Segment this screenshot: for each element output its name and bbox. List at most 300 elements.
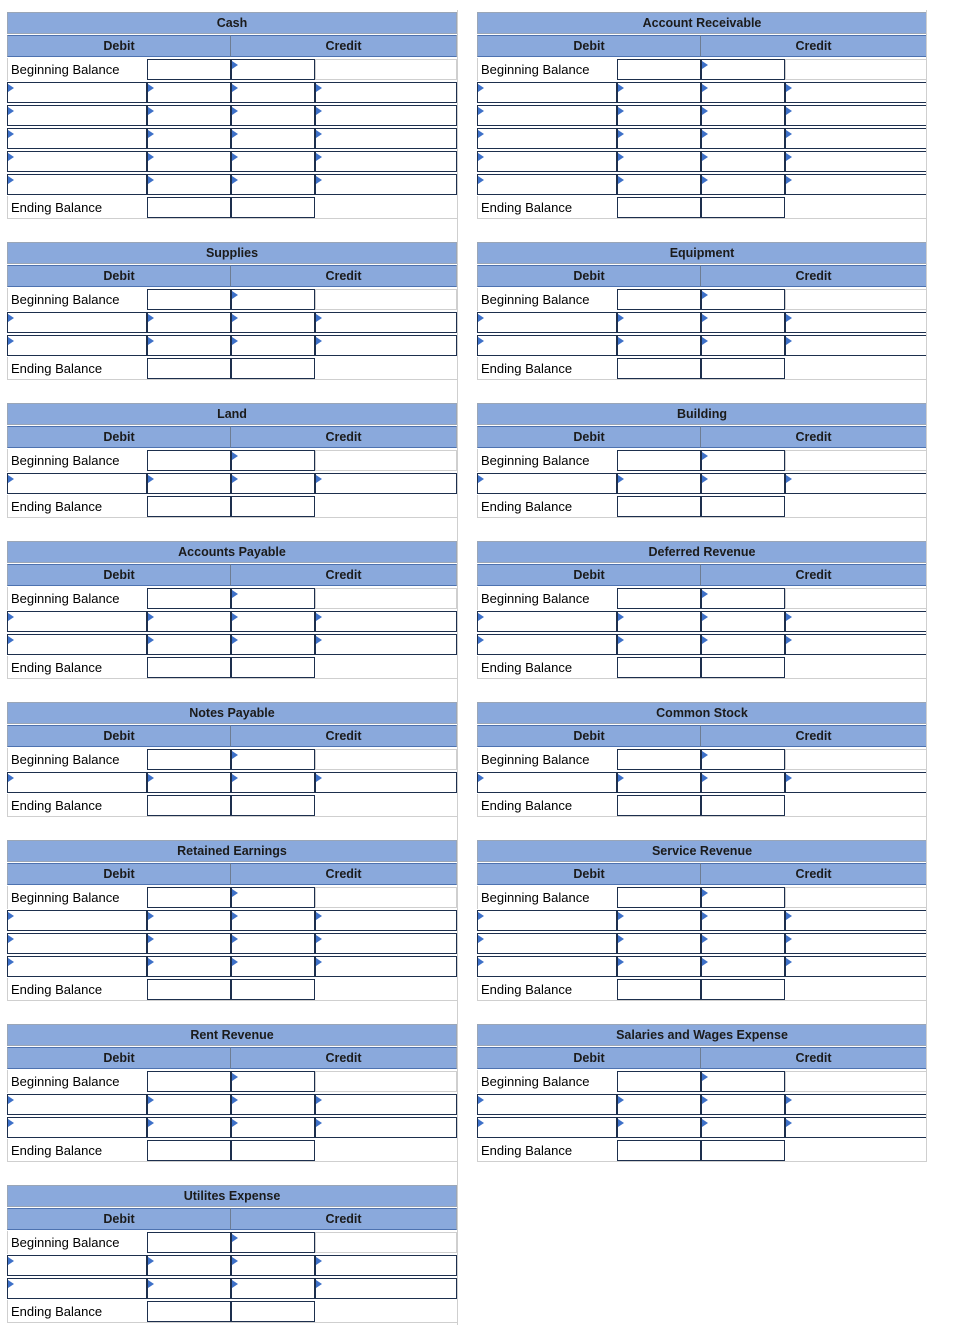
beginning-debit-input[interactable] (147, 289, 231, 310)
beginning-credit-input[interactable] (231, 887, 315, 908)
ending-balance-label: Ending Balance (7, 196, 147, 219)
entry-credit-input[interactable] (315, 1278, 457, 1299)
ending-credit-input[interactable] (701, 979, 785, 1000)
ending-balance-label: Ending Balance (477, 656, 617, 679)
row-marker-icon (702, 613, 708, 621)
entry-credit-input[interactable] (785, 151, 927, 172)
entry-credit-select[interactable] (231, 772, 315, 793)
row-marker-icon (232, 130, 238, 138)
entry-credit-input[interactable] (785, 611, 927, 632)
entry-debit-input[interactable] (617, 151, 701, 172)
row-marker-icon (232, 452, 238, 460)
entry-account-select[interactable] (7, 910, 147, 931)
entry-account-select[interactable] (477, 634, 617, 655)
beginning-balance-row (477, 1070, 927, 1093)
entry-credit-input[interactable] (315, 910, 457, 931)
entry-debit-input[interactable] (617, 335, 701, 356)
entry-debit-input[interactable] (147, 105, 231, 126)
entry-credit-select[interactable] (231, 933, 315, 954)
entry-account-select[interactable] (7, 772, 147, 793)
credit-header: Credit (701, 1047, 927, 1069)
entry-credit-input[interactable] (785, 473, 927, 494)
ending-debit-input[interactable] (617, 358, 701, 379)
entry-credit-select[interactable] (701, 1094, 785, 1115)
entry-credit-input[interactable] (315, 312, 457, 333)
entry-debit-input[interactable] (147, 174, 231, 195)
entry-credit-input[interactable] (315, 611, 457, 632)
beginning-credit-input[interactable] (701, 289, 785, 310)
ending-balance-row (7, 1300, 457, 1323)
row-marker-icon (618, 636, 624, 644)
row-marker-icon (702, 337, 708, 345)
row-marker-icon (618, 475, 624, 483)
beginning-debit-input[interactable] (617, 887, 701, 908)
beginning-credit-input[interactable] (701, 450, 785, 471)
ending-debit-input[interactable] (617, 795, 701, 816)
ending-credit-input[interactable] (231, 657, 315, 678)
beginning-debit-input[interactable] (147, 588, 231, 609)
ending-debit-input[interactable] (617, 979, 701, 1000)
entry-credit-input[interactable] (785, 335, 927, 356)
entry-debit-input[interactable] (147, 1278, 231, 1299)
account-title: Deferred Revenue (477, 541, 927, 563)
entry-credit-select[interactable] (231, 1094, 315, 1115)
credit-blank-cell (315, 887, 457, 908)
ending-debit-input[interactable] (147, 979, 231, 1000)
ending-credit-input[interactable] (231, 197, 315, 218)
account-title: Accounts Payable (7, 541, 457, 563)
debit-header: Debit (7, 725, 231, 747)
credit-blank-cell (785, 450, 927, 471)
entry-account-select[interactable] (477, 335, 617, 356)
entry-credit-select[interactable] (231, 128, 315, 149)
entry-credit-select[interactable] (701, 1117, 785, 1138)
entry-credit-select[interactable] (231, 335, 315, 356)
entry-debit-input[interactable] (147, 1255, 231, 1276)
entry-credit-select[interactable] (231, 611, 315, 632)
entry-credit-select[interactable] (231, 174, 315, 195)
entry-credit-select[interactable] (231, 956, 315, 977)
row-marker-icon (618, 1119, 624, 1127)
entry-row (477, 955, 927, 978)
row-marker-icon (148, 176, 154, 184)
entry-credit-input[interactable] (785, 128, 927, 149)
entry-account-select[interactable] (477, 128, 617, 149)
beginning-debit-input[interactable] (617, 588, 701, 609)
entry-credit-select[interactable] (701, 174, 785, 195)
entry-credit-input[interactable] (315, 151, 457, 172)
entry-debit-input[interactable] (617, 174, 701, 195)
row-marker-icon (148, 1096, 154, 1104)
entry-account-select[interactable] (477, 956, 617, 977)
entry-debit-input[interactable] (147, 312, 231, 333)
entry-account-select[interactable] (477, 772, 617, 793)
entry-debit-input[interactable] (617, 772, 701, 793)
entry-account-select[interactable] (7, 82, 147, 103)
ending-debit-input[interactable] (147, 358, 231, 379)
entry-credit-input[interactable] (785, 1094, 927, 1115)
entry-account-select[interactable] (7, 335, 147, 356)
beginning-debit-input[interactable] (147, 749, 231, 770)
entry-debit-input[interactable] (617, 956, 701, 977)
ending-debit-input[interactable] (147, 1301, 231, 1322)
entry-debit-input[interactable] (617, 82, 701, 103)
entry-credit-input[interactable] (785, 312, 927, 333)
row-marker-icon (618, 130, 624, 138)
credit-blank-cell (785, 59, 927, 80)
entry-credit-select[interactable] (231, 473, 315, 494)
row-marker-icon (148, 958, 154, 966)
entry-credit-input[interactable] (315, 473, 457, 494)
entry-credit-select[interactable] (231, 151, 315, 172)
beginning-credit-input[interactable] (231, 749, 315, 770)
row-marker-icon (232, 912, 238, 920)
row-marker-icon (316, 314, 322, 322)
entry-debit-input[interactable] (147, 910, 231, 931)
beginning-balance-label: Beginning Balance (7, 1231, 147, 1254)
credit-header: Credit (701, 725, 927, 747)
beginning-debit-input[interactable] (617, 1071, 701, 1092)
entry-row (477, 771, 927, 794)
beginning-debit-input[interactable] (147, 59, 231, 80)
credit-header: Credit (701, 564, 927, 586)
ending-balance-label: Ending Balance (7, 1300, 147, 1323)
entry-credit-input[interactable] (785, 772, 927, 793)
row-marker-icon (702, 107, 708, 115)
ending-debit-input[interactable] (617, 657, 701, 678)
entry-account-select[interactable] (7, 105, 147, 126)
entry-credit-input[interactable] (315, 174, 457, 195)
entry-debit-input[interactable] (617, 933, 701, 954)
ending-credit-input[interactable] (701, 795, 785, 816)
entry-credit-select[interactable] (701, 634, 785, 655)
row-marker-icon (148, 636, 154, 644)
ending-debit-input[interactable] (617, 197, 701, 218)
row-marker-icon (702, 889, 708, 897)
entry-account-select[interactable] (7, 1117, 147, 1138)
ending-debit-input[interactable] (617, 496, 701, 517)
row-marker-icon (702, 153, 708, 161)
credit-blank-cell (315, 1232, 457, 1253)
entry-row (477, 633, 927, 656)
ending-debit-input[interactable] (147, 1140, 231, 1161)
ending-credit-input[interactable] (231, 1301, 315, 1322)
entry-account-select[interactable] (7, 312, 147, 333)
row-marker-icon (618, 613, 624, 621)
entry-credit-select[interactable] (231, 634, 315, 655)
ending-credit-input[interactable] (701, 197, 785, 218)
row-marker-icon (232, 314, 238, 322)
row-marker-icon (232, 636, 238, 644)
row-marker-icon (702, 84, 708, 92)
beginning-balance-label: Beginning Balance (7, 886, 147, 909)
row-marker-icon (316, 1119, 322, 1127)
entry-credit-select[interactable] (701, 128, 785, 149)
entry-account-select[interactable] (7, 174, 147, 195)
beginning-credit-input[interactable] (231, 450, 315, 471)
debit-header: Debit (477, 265, 701, 287)
entry-account-select[interactable] (477, 1094, 617, 1115)
beginning-balance-row (477, 449, 927, 472)
entry-account-select[interactable] (477, 151, 617, 172)
entry-debit-input[interactable] (617, 910, 701, 931)
entry-credit-select[interactable] (701, 611, 785, 632)
row-marker-icon (702, 636, 708, 644)
ending-credit-input[interactable] (231, 496, 315, 517)
entry-credit-input[interactable] (785, 1117, 927, 1138)
beginning-balance-row (7, 886, 457, 909)
entry-account-select[interactable] (7, 128, 147, 149)
entry-credit-select[interactable] (701, 956, 785, 977)
entry-debit-input[interactable] (617, 312, 701, 333)
beginning-credit-input[interactable] (231, 1071, 315, 1092)
beginning-debit-input[interactable] (147, 1232, 231, 1253)
beginning-credit-input[interactable] (231, 59, 315, 80)
row-marker-icon (786, 337, 792, 345)
ending-credit-input[interactable] (701, 358, 785, 379)
entry-debit-input[interactable] (617, 634, 701, 655)
beginning-credit-input[interactable] (231, 289, 315, 310)
account-title: Utilites Expense (7, 1185, 457, 1207)
entry-row (477, 127, 927, 150)
entry-account-select[interactable] (477, 1117, 617, 1138)
entry-credit-input[interactable] (315, 1117, 457, 1138)
entry-account-select[interactable] (7, 1278, 147, 1299)
beginning-debit-input[interactable] (147, 887, 231, 908)
entry-account-select[interactable] (477, 910, 617, 931)
entry-account-select[interactable] (477, 611, 617, 632)
entry-credit-select[interactable] (701, 473, 785, 494)
row-marker-icon (478, 337, 484, 345)
row-marker-icon (8, 1257, 14, 1265)
row-marker-icon (702, 912, 708, 920)
column-divider (457, 10, 458, 1325)
entry-debit-input[interactable] (617, 128, 701, 149)
entry-debit-input[interactable] (147, 1094, 231, 1115)
entry-credit-input[interactable] (315, 933, 457, 954)
row-marker-icon (232, 337, 238, 345)
entry-credit-input[interactable] (315, 335, 457, 356)
beginning-debit-input[interactable] (617, 289, 701, 310)
ending-credit-input[interactable] (231, 358, 315, 379)
ending-balance-label: Ending Balance (7, 495, 147, 518)
entry-debit-input[interactable] (147, 473, 231, 494)
row-marker-icon (316, 774, 322, 782)
debit-header: Debit (7, 1047, 231, 1069)
ending-debit-input[interactable] (147, 496, 231, 517)
entry-debit-input[interactable] (617, 1094, 701, 1115)
entry-credit-input[interactable] (315, 82, 457, 103)
entry-credit-input[interactable] (315, 1255, 457, 1276)
entry-credit-input[interactable] (785, 910, 927, 931)
beginning-balance-label: Beginning Balance (7, 58, 147, 81)
entry-row (7, 633, 457, 656)
ending-credit-input[interactable] (231, 979, 315, 1000)
ending-balance-row (7, 978, 457, 1001)
row-marker-icon (148, 1257, 154, 1265)
entry-credit-select[interactable] (231, 105, 315, 126)
entry-credit-input[interactable] (315, 1094, 457, 1115)
entry-credit-input[interactable] (315, 772, 457, 793)
entry-debit-input[interactable] (147, 772, 231, 793)
entry-account-select[interactable] (7, 151, 147, 172)
row-marker-icon (232, 590, 238, 598)
row-marker-icon (148, 153, 154, 161)
entry-credit-select[interactable] (701, 910, 785, 931)
account-title: Rent Revenue (7, 1024, 457, 1046)
row-marker-icon (316, 1257, 322, 1265)
beginning-balance-row (7, 587, 457, 610)
entry-credit-select[interactable] (231, 1255, 315, 1276)
beginning-debit-input[interactable] (147, 450, 231, 471)
beginning-credit-input[interactable] (231, 588, 315, 609)
entry-account-select[interactable] (477, 312, 617, 333)
entry-account-select[interactable] (7, 611, 147, 632)
entry-account-select[interactable] (7, 473, 147, 494)
entry-credit-select[interactable] (701, 151, 785, 172)
row-marker-icon (8, 613, 14, 621)
row-marker-icon (148, 1119, 154, 1127)
credit-blank-cell (315, 59, 457, 80)
ending-debit-input[interactable] (147, 795, 231, 816)
entry-row (477, 1116, 927, 1139)
beginning-debit-input[interactable] (147, 1071, 231, 1092)
row-marker-icon (8, 774, 14, 782)
entry-account-select[interactable] (477, 174, 617, 195)
row-marker-icon (786, 107, 792, 115)
row-marker-icon (8, 337, 14, 345)
credit-blank-cell (785, 749, 927, 770)
entry-account-select[interactable] (477, 933, 617, 954)
entry-debit-input[interactable] (147, 335, 231, 356)
entry-credit-input[interactable] (785, 933, 927, 954)
entry-credit-select[interactable] (701, 772, 785, 793)
entry-row (7, 1116, 457, 1139)
entry-account-select[interactable] (7, 634, 147, 655)
row-marker-icon (786, 475, 792, 483)
ending-credit-input[interactable] (231, 1140, 315, 1161)
row-marker-icon (148, 130, 154, 138)
entry-credit-input[interactable] (785, 105, 927, 126)
entry-credit-select[interactable] (701, 105, 785, 126)
entry-credit-select[interactable] (231, 82, 315, 103)
beginning-credit-input[interactable] (701, 749, 785, 770)
entry-debit-input[interactable] (617, 473, 701, 494)
entry-debit-input[interactable] (147, 82, 231, 103)
entry-credit-select[interactable] (231, 910, 315, 931)
beginning-debit-input[interactable] (617, 450, 701, 471)
row-marker-icon (232, 1280, 238, 1288)
entry-debit-input[interactable] (147, 611, 231, 632)
beginning-credit-input[interactable] (701, 588, 785, 609)
account-title: Supplies (7, 242, 457, 264)
entry-credit-select[interactable] (701, 312, 785, 333)
entry-debit-input[interactable] (147, 128, 231, 149)
beginning-debit-input[interactable] (617, 59, 701, 80)
entry-debit-input[interactable] (147, 634, 231, 655)
entry-account-select[interactable] (477, 473, 617, 494)
row-marker-icon (232, 1096, 238, 1104)
entry-debit-input[interactable] (617, 105, 701, 126)
entry-account-select[interactable] (7, 933, 147, 954)
row-marker-icon (618, 935, 624, 943)
debit-header: Debit (477, 863, 701, 885)
entry-credit-select[interactable] (701, 933, 785, 954)
ending-credit-input[interactable] (701, 657, 785, 678)
entry-credit-input[interactable] (785, 82, 927, 103)
entry-credit-select[interactable] (231, 312, 315, 333)
row-marker-icon (316, 107, 322, 115)
account-title: Cash (7, 12, 457, 34)
entry-credit-input[interactable] (785, 956, 927, 977)
row-marker-icon (316, 84, 322, 92)
entry-account-select[interactable] (477, 105, 617, 126)
row-marker-icon (148, 935, 154, 943)
beginning-balance-row (477, 886, 927, 909)
entry-credit-select[interactable] (701, 82, 785, 103)
entry-account-select[interactable] (7, 1094, 147, 1115)
ending-balance-label: Ending Balance (477, 978, 617, 1001)
ending-debit-input[interactable] (147, 197, 231, 218)
entry-debit-input[interactable] (617, 1117, 701, 1138)
ending-balance-label: Ending Balance (7, 357, 147, 380)
credit-blank-cell (785, 289, 927, 310)
entry-debit-input[interactable] (617, 611, 701, 632)
ending-credit-input[interactable] (231, 795, 315, 816)
entry-account-select[interactable] (477, 82, 617, 103)
entry-credit-select[interactable] (231, 1117, 315, 1138)
entry-credit-input[interactable] (315, 128, 457, 149)
beginning-credit-input[interactable] (231, 1232, 315, 1253)
entry-credit-input[interactable] (785, 174, 927, 195)
row-marker-icon (786, 176, 792, 184)
ending-debit-input[interactable] (617, 1140, 701, 1161)
entry-account-select[interactable] (7, 956, 147, 977)
entry-debit-input[interactable] (147, 151, 231, 172)
ending-credit-input[interactable] (701, 496, 785, 517)
row-marker-icon (702, 452, 708, 460)
beginning-debit-input[interactable] (617, 749, 701, 770)
entry-credit-input[interactable] (785, 634, 927, 655)
row-marker-icon (618, 176, 624, 184)
entry-credit-input[interactable] (315, 105, 457, 126)
beginning-credit-input[interactable] (701, 1071, 785, 1092)
row-marker-icon (618, 153, 624, 161)
credit-blank-cell (315, 588, 457, 609)
beginning-balance-label: Beginning Balance (7, 288, 147, 311)
ending-debit-input[interactable] (147, 657, 231, 678)
entry-row (7, 1093, 457, 1116)
entry-credit-input[interactable] (315, 634, 457, 655)
entry-debit-input[interactable] (147, 933, 231, 954)
row-marker-icon (232, 1257, 238, 1265)
beginning-credit-input[interactable] (701, 59, 785, 80)
entry-debit-input[interactable] (147, 956, 231, 977)
row-marker-icon (702, 774, 708, 782)
ending-credit-input[interactable] (701, 1140, 785, 1161)
ending-balance-row (477, 357, 927, 380)
beginning-credit-input[interactable] (701, 887, 785, 908)
row-marker-icon (232, 107, 238, 115)
entry-debit-input[interactable] (147, 1117, 231, 1138)
entry-credit-select[interactable] (231, 1278, 315, 1299)
entry-credit-select[interactable] (701, 335, 785, 356)
ending-balance-label: Ending Balance (477, 357, 617, 380)
entry-row (7, 334, 457, 357)
credit-blank-cell (315, 450, 457, 471)
entry-account-select[interactable] (7, 1255, 147, 1276)
entry-credit-input[interactable] (315, 956, 457, 977)
